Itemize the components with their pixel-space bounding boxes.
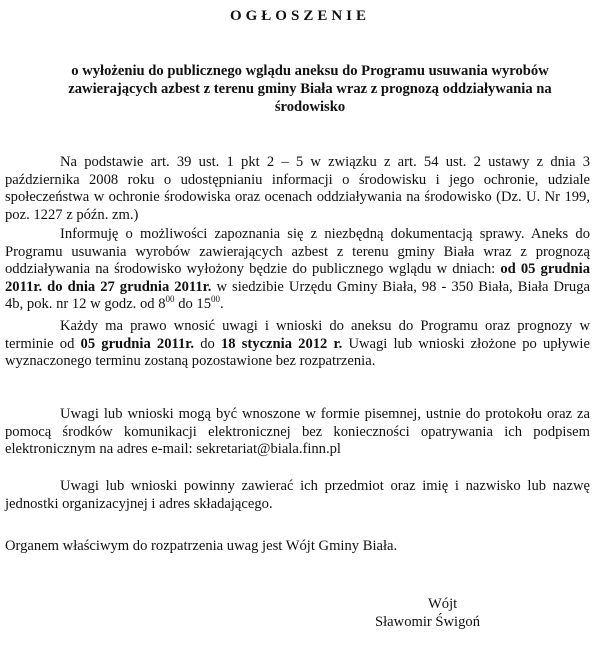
inspection-paragraph <box>5 226 590 314</box>
submission-contents-paragraph: Uwagi lub wnioski powinny zawierać ich przedmiot oraz imię i nazwisko lub nazwę jednostki organizacyjnej i adres składającego. <box>5 478 590 512</box>
hour-from-minutes: 00 <box>165 294 175 305</box>
legal-basis-paragraph: Na podstawie art. 39 ust. 1 pkt 2 – 5 w związku z art. 54 ust. 2 ustawy z dnia 3 października 2008 roku o udostępnianiu informacji o środowisku i jego ochronie, udziale społeczeństwa w ochronie środowiska oraz ocenach oddziaływania na środowisko (Dz. U. Nr 199, poz. 1227 z późn. zm.) <box>5 154 590 223</box>
announcement-subject: o wyłożeniu do publicznego wglądu aneksu do Programu usuwania wyrobów zawierających azbest z terenu gminy Biała wraz z prognozą oddziaływania na środowisko <box>68 63 552 115</box>
comments-text: Każdy ma prawo wnosić uwagi i wnioski do aneksu do Programu oraz prognozy w terminie od <box>5 318 590 352</box>
inspection-dates: od 05 grudnia 2011r. do dnia 27 grudnia 2011r. <box>5 261 591 295</box>
inspection-end: . <box>220 296 224 313</box>
hour-to-minutes: 00 <box>211 294 221 305</box>
inspection-text: Informuję o możliwości zapoznania się z niezbędną dokumentacją sprawy. Aneks do Programu usuwania wyrobów zawierających azbest z terenu gminy Biała wraz z prognozą oddziaływania na środowisko wyłożony będzie do publicznego wglądu w dniach: <box>5 226 590 278</box>
comments-deadline-paragraph <box>5 318 590 371</box>
hours-to: do 15 <box>178 296 212 313</box>
document-heading: OGŁOSZENIE <box>229 8 371 24</box>
comments-mid: do <box>200 335 215 352</box>
comments-rest: Uwagi lub wnioski złożone po upływie wyznaczonego terminu zostaną pozostawione bez rozpatrzenia. <box>5 335 590 370</box>
signature-block <box>0 596 600 648</box>
comments-start-date: 05 grudnia 2011r. <box>80 335 195 352</box>
inspection-location: w siedzibie Urzędu Gminy Biała, 98 - 350 Biała, Biała Druga 4b, pok. nr 12 w godz. od 8 <box>5 278 590 313</box>
submission-methods-paragraph: Uwagi lub wnioski mogą być wnoszone w formie pisemnej, ustnie do protokołu oraz za pomocą środków komunikacji elektronicznej bez konieczności opatrywania ich podpisem elektronicznym na adres e-mail: sekretariat@biala.finn.pl <box>5 406 590 458</box>
signature-name: Sławomir Świgoń <box>375 614 480 630</box>
competent-authority-paragraph: Organem właściwym do rozpatrzenia uwag jest Wójt Gminy Biała. <box>5 538 398 554</box>
signature-title: Wójt <box>428 596 458 612</box>
comments-end-date: 18 stycznia 2012 r. <box>220 335 343 352</box>
